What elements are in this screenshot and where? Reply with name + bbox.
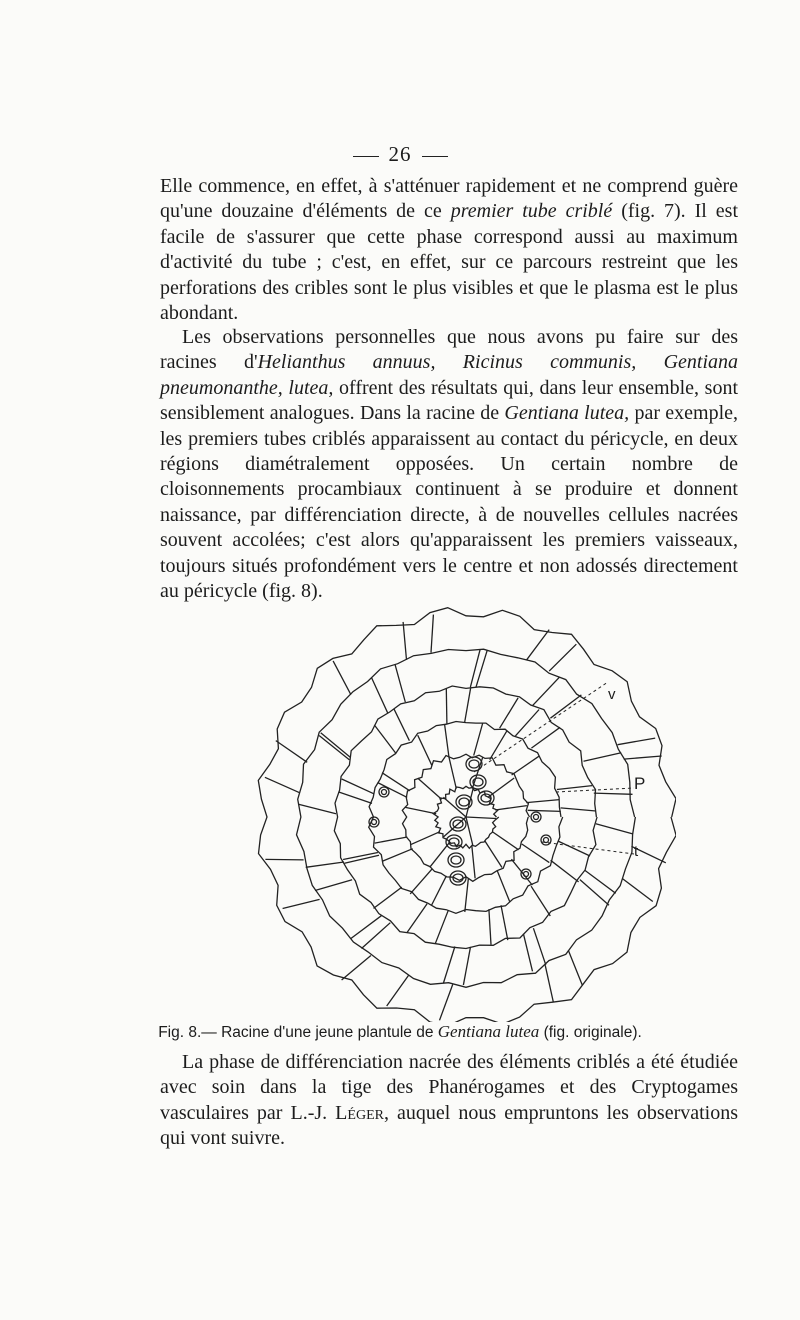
cell-wall — [435, 910, 448, 943]
cell-wall — [418, 778, 442, 799]
cell-wall — [443, 947, 455, 984]
cell-wall — [283, 899, 320, 908]
cell-wall — [431, 876, 446, 906]
cell-wall — [501, 905, 508, 940]
paragraph-2: Les observations personnelles que nous avons pu faire sur des racines d'Helianthus annuus, Ricinus communis, Gentiana pneumonanthe, lutea, offrent des résultats qui, dans leur ensemble, sont sensiblement analogues. Dans la racine de Gentiana lutea, par exemple, les premiers tubes criblés apparaissent au contact du péricycle, en deux régions diamétralement opposées. Un certain nombre de cloisonnements procambiaux continuent à se produire et donnent naissance, par différenciation directe, à de nouvelles cellules nacrées souvent accolées; c'est alors qu'apparaissent les premiers vaisseaux, toujours situés profondément vers le centre et non adossés directement au péricycle (fig. 8). — [160, 326, 739, 603]
cell-wall — [395, 665, 405, 702]
cell-wall — [500, 698, 518, 728]
cell-wall — [497, 871, 509, 902]
cell-wall — [321, 733, 351, 758]
cell-wall — [522, 844, 550, 863]
cell-wall — [470, 650, 480, 688]
cell-wall — [449, 757, 456, 788]
cell-wall — [466, 817, 496, 819]
sieve-tube-lumen — [382, 790, 387, 795]
cell-wall — [490, 731, 507, 760]
vessel-lumen — [459, 798, 469, 806]
cell-wall — [465, 687, 471, 722]
label-v: v — [608, 686, 616, 703]
cell-wall — [585, 870, 616, 893]
cell-wall — [489, 909, 491, 944]
cell-wall — [411, 832, 440, 845]
cell-wall — [343, 853, 378, 860]
cell-wall — [375, 837, 408, 843]
cell-wall — [405, 807, 436, 814]
paragraph-3: La phase de différenciation nacrée des éléments criblés a été étudiée avec soin dans la tige des Phanérogames et des Cryptogames vasculaires par L.-J. Léger, auquel nous empruntons les observations qui vont suivre. — [160, 1051, 739, 1150]
cell-wall — [580, 880, 609, 906]
species-list: Helianthus annuus, Ricinus communis, Gentiana pneumonanthe, lutea, — [160, 351, 738, 399]
cell-wall — [512, 756, 539, 775]
cell-wall — [315, 880, 352, 891]
cell-wall — [338, 792, 372, 804]
paragraph-1: Elle commence, en effet, à s'atténuer rapidement et ne comprend guère qu'une douzaine d'éléments de ce premier tube criblé (fig. 7). Il est facile de s'assurer que cette phase correspond aussi au maximum d'activité du tube ; c'est, en effet, sur ce parcours restreint que les perforations des cribles sont le plus visibles et que le plasma est le plus abondant. — [160, 175, 738, 325]
page-number: 26 — [0, 142, 800, 167]
cell-wall — [372, 678, 388, 713]
cell-wall — [276, 741, 307, 763]
cell-wall — [523, 934, 532, 972]
cell-wall — [557, 786, 592, 790]
cell-drawing — [256, 592, 676, 1022]
cell-wall — [463, 947, 470, 985]
vessel-lumen — [469, 760, 479, 768]
sieve-tube-lumen — [534, 815, 539, 820]
cell-wall — [345, 855, 380, 863]
cell-wall — [446, 689, 447, 724]
cell-wall — [374, 725, 395, 753]
sieve-tube — [379, 787, 389, 797]
cell-wall — [466, 817, 473, 846]
cell-wall — [622, 879, 653, 902]
cell-wall — [492, 832, 518, 850]
cell-wall — [531, 886, 550, 916]
cell-wall — [568, 950, 582, 985]
cell-wall — [382, 849, 413, 862]
cell-wall — [474, 724, 483, 756]
emphasis-premier-tube: premier tube criblé — [450, 200, 613, 223]
cell-wall — [374, 887, 402, 908]
cell-wall — [495, 806, 527, 810]
cell-wall — [265, 777, 300, 793]
label-t: t — [634, 843, 639, 860]
cell-wall — [443, 797, 466, 817]
cell-wall — [596, 824, 633, 834]
cell-wall — [465, 879, 469, 912]
cell-wall — [618, 738, 656, 745]
cell-wall — [533, 928, 545, 965]
cell-wall — [342, 779, 374, 794]
sieve-tube-lumen — [544, 838, 549, 843]
cell-wall — [551, 860, 579, 882]
cell-wall — [387, 975, 409, 1006]
cell-wall — [333, 661, 351, 695]
cell-wall — [407, 904, 427, 933]
cell-wall — [440, 985, 453, 1021]
cell-wall — [584, 753, 622, 762]
cell-wall — [624, 756, 662, 759]
root-cross-section-figure — [256, 592, 676, 1022]
sieve-tube — [531, 812, 541, 822]
cell-wall — [594, 793, 633, 794]
figure-caption: Fig. 8.— Racine d'une jeune plantule de Gentiana lutea (fig. originale). — [158, 1022, 642, 1041]
cell-wall — [431, 615, 433, 653]
cell-wall — [558, 841, 590, 856]
cell-wall — [526, 630, 549, 661]
cell-wall — [410, 869, 432, 894]
cell-wall — [445, 724, 449, 757]
cell-wall — [545, 965, 553, 1002]
cell-wall — [265, 859, 303, 860]
sieve-tube-lumen — [524, 872, 529, 877]
cell-wall — [550, 695, 581, 718]
label-p: P — [634, 774, 646, 793]
cell-wall — [561, 808, 596, 811]
cell-wall — [299, 804, 337, 813]
sieve-tube — [541, 835, 551, 845]
cell-wall — [394, 709, 410, 741]
sieve-tube-lumen — [372, 820, 377, 825]
cell-wall — [319, 736, 349, 760]
cell-wall — [418, 735, 432, 765]
cell-wall — [472, 846, 475, 878]
cell-wall — [403, 622, 406, 660]
species-gentiana: Gentiana lutea, — [504, 402, 630, 425]
cell-wall — [515, 710, 539, 736]
cell-wall — [533, 677, 560, 705]
cell-wall — [306, 862, 344, 867]
author-name: L.-J. Léger, — [290, 1101, 389, 1124]
cell-wall — [549, 644, 576, 671]
cell-wall — [485, 841, 502, 868]
vessel-lumen — [451, 856, 461, 864]
cell-wall — [528, 810, 561, 811]
cell-wall — [476, 650, 487, 687]
cell-wall — [342, 956, 371, 981]
cell-wall — [526, 800, 559, 803]
